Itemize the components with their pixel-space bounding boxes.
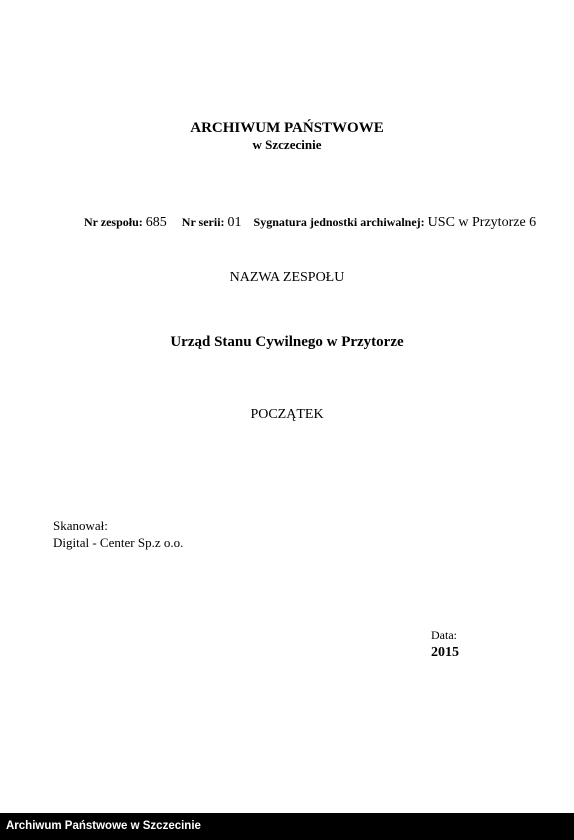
footer-text: Archiwum Państwowe w Szczecinie [6,820,201,832]
date-value: 2015 [431,645,459,660]
seria-label: Nr serii: [181,215,225,229]
zespol-value: 685 [145,215,167,230]
scanned-by-label: Skanował: [53,518,108,533]
sygnatura-value: USC w Przytorze 6 [427,215,537,230]
collection-name: Urząd Stanu Cywilnego w Przytorze [170,334,404,350]
scanned-by-value: Digital - Center Sp.z o.o. [53,535,184,550]
date-label: Data: [431,628,457,642]
collection-name-label: NAZWA ZESPOŁU [229,270,345,285]
seria-value: 01 [227,215,242,230]
archive-city: w Szczecinie [252,137,322,152]
archive-title: ARCHIWUM PAŃSTWOWE [190,120,384,136]
sygnatura-label: Sygnatura jednostki archiwalnej: [253,215,425,229]
section-heading: POCZĄTEK [250,407,324,422]
reference-row [84,215,536,231]
zespol-label: Nr zespołu: [84,215,143,229]
